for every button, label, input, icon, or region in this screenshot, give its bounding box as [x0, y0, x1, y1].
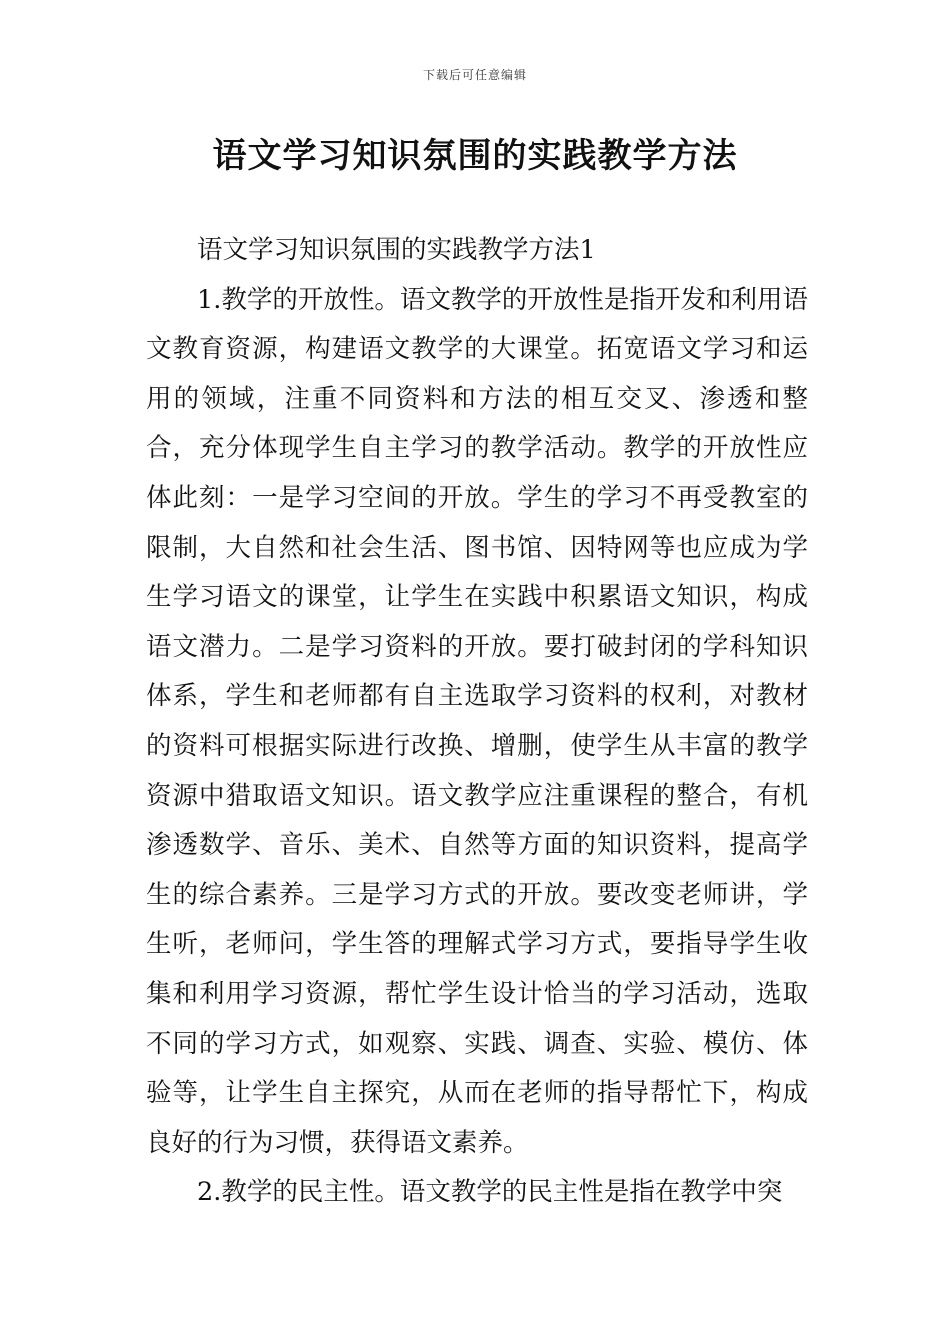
paragraph-openness: 1.教学的开放性。语文教学的开放性是指开发和利用语文教育资源，构建语文教学的大课堂。拓宽语文学习和运用的领域，注重不同资料和方法的相互交叉、渗透和整合，充分体现学生自主学习的教学活动。教学的开放性应体此刻：一是学习空间的开放。学生的学习不再受教室的限制，大自然和社会生活、图书馆、因特网等也应成为学生学习语文的课堂，让学生在实践中积累语文知识，构成语文潜力。二是学习资料的开放。要打破封闭的学科知识体系，学生和老师都有自主选取学习资料的权利，对教材的资料可根据实际进行改换、增删，使学生从丰富的教学资源中猎取语文知识。语文教学应注重课程的整合，有机渗透数学、音乐、美术、自然等方面的知识资料，提高学生的综合素养。三是学习方式的开放。要改变老师讲，学生听，老师问，学生答的理解式学习方式，要指导学生收集和利用学习资源，帮忙学生设计恰当的学习活动，选取不同的学习方式，如观察、实践、调查、实验、模仿、体验等，让学生自主探究，从而在老师的指导帮忙下，构成良好的行为习惯，获得语文素养。 [146, 284, 808, 1158]
header-note: 下载后可任意编辑 [422, 68, 527, 82]
document-title: 语文学习知识氛围的实践教学方法 [212, 136, 738, 176]
paragraph-democracy: 2.教学的民主性。语文教学的民主性是指在教学中突 [197, 1177, 783, 1208]
section-heading: 语文学习知识氛围的实践教学方法1 [197, 235, 596, 265]
document-body [146, 226, 808, 1218]
